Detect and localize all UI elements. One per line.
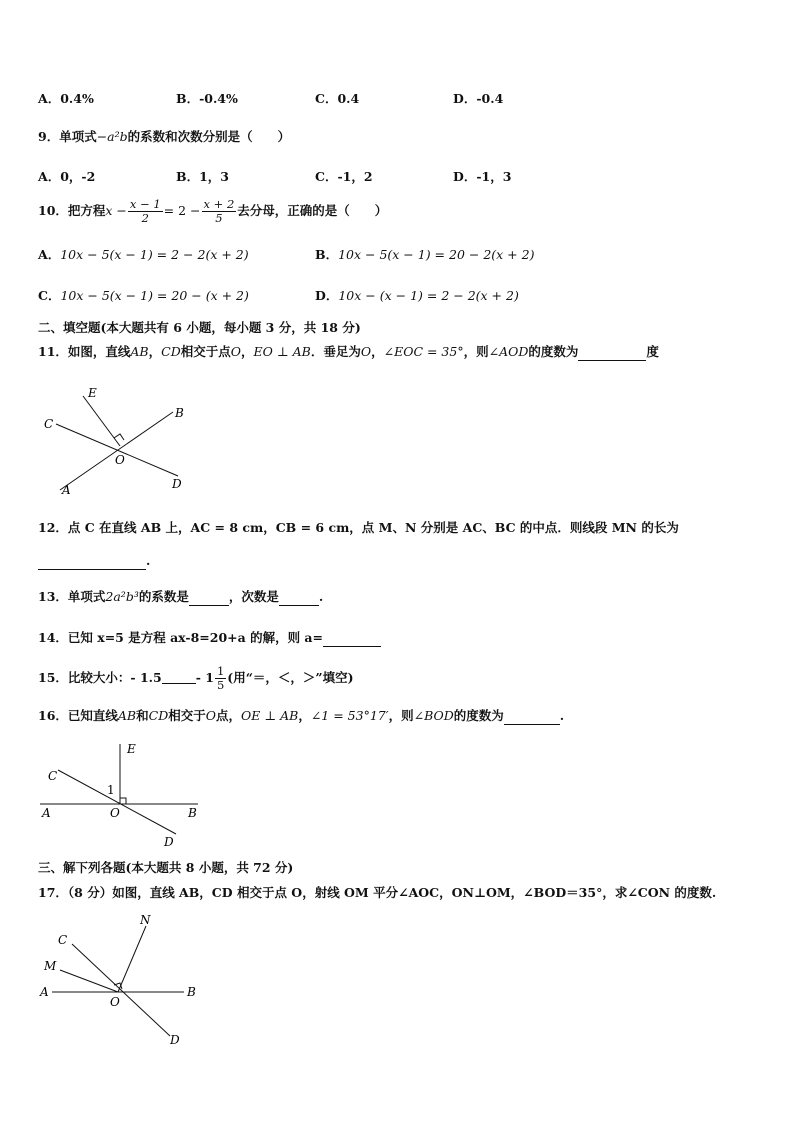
q11-label-c: C bbox=[44, 417, 54, 431]
q16-stem bbox=[38, 707, 564, 725]
q16-o: O bbox=[205, 708, 216, 723]
q10-fraction-2-num: x + 2 bbox=[203, 197, 235, 211]
q13-expression: 2a²b³ bbox=[105, 589, 139, 604]
q11-text-7: ，则 bbox=[463, 344, 489, 359]
q11-text-2: ， bbox=[148, 344, 162, 359]
q14-stem bbox=[38, 629, 381, 647]
q16-answer-blank[interactable] bbox=[504, 724, 560, 725]
q10-option-a-expr: 10x − 5(x − 1) = 2 − 2(x + 2) bbox=[60, 247, 249, 262]
q16-right-angle-mark bbox=[120, 798, 126, 804]
q17-label-c: C bbox=[58, 933, 68, 947]
q12-answer-blank[interactable] bbox=[38, 569, 146, 570]
q10-option-c-label: C． bbox=[38, 288, 61, 303]
q17-label-d: D bbox=[170, 1033, 180, 1047]
q9-option-c: C．-1，2 bbox=[315, 169, 373, 184]
q10-option-b-expr: 10x − 5(x − 1) = 20 − 2(x + 2) bbox=[338, 247, 535, 262]
q8-option-d: D．-0.4 bbox=[453, 91, 504, 106]
q17-label-b: B bbox=[187, 985, 196, 999]
q10-fraction-1 bbox=[128, 198, 163, 225]
q16-angle-1: ∠1 = 53°17′ bbox=[310, 708, 389, 723]
q11-text-8: 的度数为 bbox=[528, 344, 579, 359]
q10-fraction-1-den: 2 bbox=[141, 211, 149, 225]
q10-option-d-label: D． bbox=[315, 288, 339, 303]
q10-option-c-expr: 10x − 5(x − 1) = 20 − (x + 2) bbox=[60, 288, 249, 303]
q16-label-b: B bbox=[188, 806, 197, 820]
q16-angle-bod: ∠BOD bbox=[413, 708, 454, 723]
q17-label-o: O bbox=[110, 995, 120, 1009]
q15-fraction-den: 5 bbox=[216, 678, 225, 692]
q10-stem bbox=[38, 198, 387, 225]
q15-text-1: 15．比较大小： bbox=[38, 670, 131, 685]
q11-o: O bbox=[230, 344, 241, 359]
q11-text-6: ， bbox=[371, 344, 384, 359]
q12-stem: 12．点 C 在直线 AB 上，AC = 8 cm，CB = 6 cm，点 M、N 分别是 AC、BC 的中点．则线段 MN 的长为 bbox=[38, 520, 679, 535]
q16-text-7: 的度数为 bbox=[453, 708, 504, 723]
q13-stem bbox=[38, 588, 323, 606]
q16-label-o: O bbox=[110, 806, 120, 820]
q11-label-a: A bbox=[62, 483, 71, 497]
q16-figure bbox=[36, 738, 211, 850]
q11-line-ab bbox=[60, 412, 173, 490]
q13-text-1: 13．单项式 bbox=[38, 589, 106, 604]
q16-text-1: 16．已知直线 bbox=[38, 708, 118, 723]
q17-stem: 17．（8 分）如图，直线 AB，CD 相交于点 O，射线 OM 平分∠AOC，ON⊥OM，∠BOD＝35°，求∠CON 的度数. bbox=[38, 885, 717, 900]
q17-label-a: A bbox=[40, 985, 49, 999]
q17-line-cd bbox=[72, 944, 170, 1036]
q16-oe-perp: OE ⊥ AB bbox=[241, 708, 299, 723]
q10-option-b bbox=[315, 245, 534, 263]
q10-fraction-2-den: 5 bbox=[215, 211, 223, 225]
q15-text-2: (用“＝，＜，＞”填空) bbox=[227, 670, 354, 685]
q16-cd: CD bbox=[148, 708, 169, 723]
q14-answer-blank[interactable] bbox=[323, 646, 381, 647]
q11-ab: AB bbox=[130, 344, 149, 359]
q9-tail: 的系数和次数分别是（ ） bbox=[127, 129, 291, 144]
q17-ray-on bbox=[118, 926, 146, 992]
q11-angle-eoc: ∠EOC = 35° bbox=[383, 344, 464, 359]
q10-equals: = 2 − bbox=[163, 203, 201, 218]
q11-label-e: E bbox=[88, 386, 97, 400]
q16-label-c: C bbox=[48, 769, 58, 783]
q11-text-9: 度 bbox=[646, 344, 659, 359]
q16-label-e: E bbox=[127, 742, 136, 756]
q10-number: 10．把方程 bbox=[38, 203, 106, 218]
q16-line-cd bbox=[58, 770, 176, 834]
q16-text-5: ， bbox=[298, 708, 311, 723]
q8-option-c: C．0.4 bbox=[315, 91, 360, 106]
q11-figure bbox=[38, 380, 198, 500]
q10-fraction-1-num: x − 1 bbox=[129, 197, 161, 211]
q11-label-o: O bbox=[115, 453, 125, 467]
q16-text-4: 点， bbox=[216, 708, 242, 723]
q10-term-x: x − bbox=[105, 203, 127, 218]
q15-value-2: - 1 bbox=[195, 670, 214, 685]
q8-option-a: A．0.4% bbox=[38, 91, 94, 106]
q13-blank-degree[interactable] bbox=[279, 605, 319, 606]
q16-text-3: 相交于 bbox=[168, 708, 206, 723]
q10-tail: 去分母，正确的是（ ） bbox=[237, 203, 388, 218]
q13-blank-coefficient[interactable] bbox=[189, 605, 229, 606]
q16-text-8: . bbox=[559, 708, 565, 723]
q9-option-d: D．-1，3 bbox=[453, 169, 512, 184]
q10-fraction-2 bbox=[202, 198, 237, 225]
q17-figure bbox=[36, 910, 211, 1050]
q9-number: 9．单项式 bbox=[38, 129, 97, 144]
q11-text-3: 相交于点 bbox=[180, 344, 231, 359]
q13-text-3: ，次数是 bbox=[228, 589, 279, 604]
q17-ray-om bbox=[60, 970, 118, 992]
q11-cd: CD bbox=[161, 344, 181, 359]
q10-option-a-label: A． bbox=[38, 247, 61, 262]
q15-answer-blank[interactable] bbox=[162, 683, 196, 684]
q11-answer-blank[interactable] bbox=[578, 360, 646, 361]
q11-stem bbox=[38, 343, 659, 361]
q12-answer-line bbox=[38, 552, 150, 570]
q16-ab: AB bbox=[117, 708, 137, 723]
q11-line-cd bbox=[56, 424, 178, 476]
q11-label-b: B bbox=[175, 406, 184, 420]
q12-tail: . bbox=[146, 553, 151, 568]
section-2-heading: 二、填空题(本大题共有 6 小题，每小题 3 分，共 18 分) bbox=[38, 320, 361, 335]
q11-ray-oe bbox=[83, 396, 120, 446]
q9-option-b: B．1，3 bbox=[176, 169, 229, 184]
q11-label-d: D bbox=[172, 477, 182, 491]
q15-stem bbox=[38, 662, 354, 694]
q11-text-5: ．垂足为 bbox=[310, 344, 361, 359]
q11-text-1: 11．如图，直线 bbox=[38, 344, 131, 359]
q14-text: 14．已知 x=5 是方程 ax-8=20+a 的解，则 a= bbox=[38, 630, 324, 645]
q16-label-d: D bbox=[164, 835, 174, 849]
q13-text-4: . bbox=[318, 589, 324, 604]
q16-label-a: A bbox=[42, 806, 51, 820]
q11-eo-perp: EO ⊥ AB bbox=[253, 344, 311, 359]
q9-stem bbox=[38, 128, 290, 146]
q17-label-m: M bbox=[44, 959, 57, 973]
q17-label-n: N bbox=[140, 913, 151, 927]
q15-fraction-num: 1 bbox=[216, 664, 225, 678]
q10-option-d-expr: 10x − (x − 1) = 2 − 2(x + 2) bbox=[338, 288, 519, 303]
q16-label-1: 1 bbox=[107, 783, 115, 797]
q15-value-1: - 1.5 bbox=[130, 670, 162, 685]
q8-option-b: B．-0.4% bbox=[176, 91, 238, 106]
section-3-heading: 三、解下列各题(本大题共 8 小题，共 72 分) bbox=[38, 860, 294, 875]
q15-fraction bbox=[215, 665, 226, 692]
q9-option-a: A．0，-2 bbox=[38, 169, 96, 184]
q16-text-6: ，则 bbox=[388, 708, 414, 723]
q11-angle-aod: ∠AOD bbox=[488, 344, 529, 359]
q10-option-b-label: B． bbox=[315, 247, 339, 262]
q10-option-c bbox=[38, 286, 249, 304]
q11-o-2: O bbox=[360, 344, 372, 359]
q9-expression: −a²b bbox=[96, 129, 128, 144]
q16-text-2: 和 bbox=[136, 708, 149, 723]
q11-text-4: ， bbox=[241, 344, 254, 359]
q13-text-2: 的系数是 bbox=[138, 589, 189, 604]
q10-option-d bbox=[315, 286, 519, 304]
q10-option-a bbox=[38, 245, 249, 263]
